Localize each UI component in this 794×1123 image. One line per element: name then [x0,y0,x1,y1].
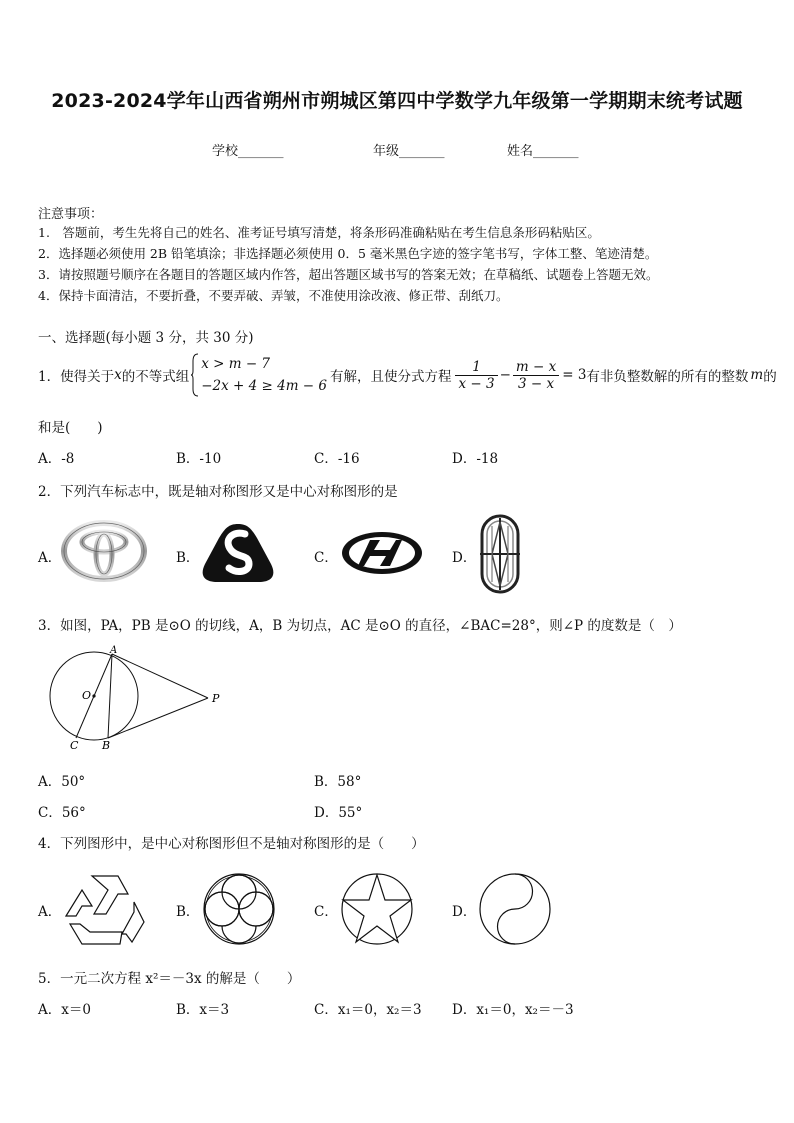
page-title: 2023-2024学年山西省朔州市朔城区第四中学数学九年级第一学期期末统考试题 [51,90,743,112]
q2-option-a-label[interactable]: A． [38,550,62,566]
lincoln-logo-icon [478,514,522,594]
left-brace-icon [191,353,199,397]
star-in-circle-icon [340,872,414,946]
q3-option-d[interactable]: D．55° [314,805,363,821]
q3-option-b[interactable]: B．58° [314,774,362,790]
q1-mid2: 有解，且使分式方程 [329,369,452,385]
q4-option-b-label[interactable]: B． [176,904,200,920]
figure-label-p: P [212,692,220,705]
q1-ineq-1: x > m − 7 [201,356,271,372]
q1-option-a[interactable]: A．-8 [38,451,75,467]
note-item: 1. 答题前，考生先将自己的姓名、准考证号填写清楚，将条形码准确粘贴在考生信息条形码粘贴区。 [38,225,600,240]
q4-option-d-label[interactable]: D． [452,904,477,920]
q1-prefix: 1．使得关于 [38,369,115,385]
q1-fraction-1 [455,359,497,392]
section-heading: 一、选择题(每小题 3 分，共 30 分) [38,330,254,346]
four-petal-circle-icon [202,872,276,946]
q1-mid4: 的 [763,369,777,385]
hyundai-logo-icon [340,530,424,576]
q1-line-2: 和是( ) [38,420,103,436]
note-item: 3．请按照题号顺序在各题目的答题区域内作答，超出答题区域书写的答案无效；在草稿纸、试题卷上答题无效。 [38,267,659,282]
q3-option-c[interactable]: C．56° [38,805,86,821]
q3-option-a[interactable]: A．50° [38,774,86,790]
question-1-stem [38,352,777,398]
q1-minus: − [499,367,511,383]
q5-option-b[interactable]: B．x＝3 [176,1002,230,1018]
figure-label-a: A [110,645,118,656]
q1-f1-denominator: x − 3 [455,375,497,392]
school-field: 学校_______ [212,144,284,159]
q1-mid1: 的不等式组 [121,369,190,385]
figure-label-o: O [82,689,92,702]
q1-option-b[interactable]: B．-10 [176,451,222,467]
q1-f2-numerator: m − x [515,358,557,375]
figure-label-b: B [102,739,111,752]
q2-option-c-label[interactable]: C． [314,550,338,566]
notes-heading: 注意事项： [38,207,104,222]
recycle-triangle-icon [62,872,146,948]
figure-label-c: C [70,739,79,752]
q4-option-c-label[interactable]: C． [314,904,338,920]
q1-inequality-system [191,353,327,397]
s-logo-icon [199,520,277,586]
q1-fraction-2 [513,359,559,392]
q2-option-d-label[interactable]: D． [452,550,477,566]
q5-option-c[interactable]: C．x₁＝0，x₂＝3 [314,1002,422,1018]
question-5-stem: 5．一元二次方程 x²＝－3x 的解是（ ） [38,971,301,987]
question-3-stem: 3．如图，PA，PB 是⊙O 的切线，A，B 为切点，AC 是⊙O 的直径，∠BAC=28°，则∠P 的度数是（ ） [38,618,682,634]
question-2-stem: 2．下列汽车标志中，既是轴对称图形又是中心对称图形的是 [38,484,398,500]
toyota-logo-icon [62,520,146,582]
note-item: 2．选择题必须使用 2B 铅笔填涂；非选择题必须使用 0．5 毫米黑色字迹的签字笔书写，字体工整、笔迹清楚。 [38,246,658,261]
question-4-stem: 4．下列图形中，是中心对称图形但不是轴对称图形的是（ ） [38,836,425,852]
q5-option-a[interactable]: A．x＝0 [38,1002,91,1018]
grade-field: 年级_______ [373,144,445,159]
name-field: 姓名_______ [507,144,579,159]
q1-mid3: 有非负整数解的所有的整数 [586,369,749,385]
q5-option-d[interactable]: D．x₁＝0，x₂＝－3 [452,1002,574,1018]
q1-equals: = 3 [562,367,587,383]
q1-option-c[interactable]: C．-16 [314,451,360,467]
yin-yang-icon [478,872,552,946]
q1-var-x: x [114,367,122,383]
q3-circle-tangent-figure [40,642,230,754]
q1-f1-numerator: 1 [472,358,481,375]
q1-f2-denominator: 3 − x [513,375,559,392]
q4-option-a-label[interactable]: A． [38,904,62,920]
note-item: 4．保持卡面清洁，不要折叠，不要弄破、弄皱，不准使用涂改液、修正带、刮纸刀。 [38,288,509,303]
q1-ineq-2: −2x + 4 ≥ 4m − 6 [201,378,327,394]
q1-var-m: m [750,367,764,383]
q2-option-b-label[interactable]: B． [176,550,200,566]
q1-option-d[interactable]: D．-18 [452,451,499,467]
